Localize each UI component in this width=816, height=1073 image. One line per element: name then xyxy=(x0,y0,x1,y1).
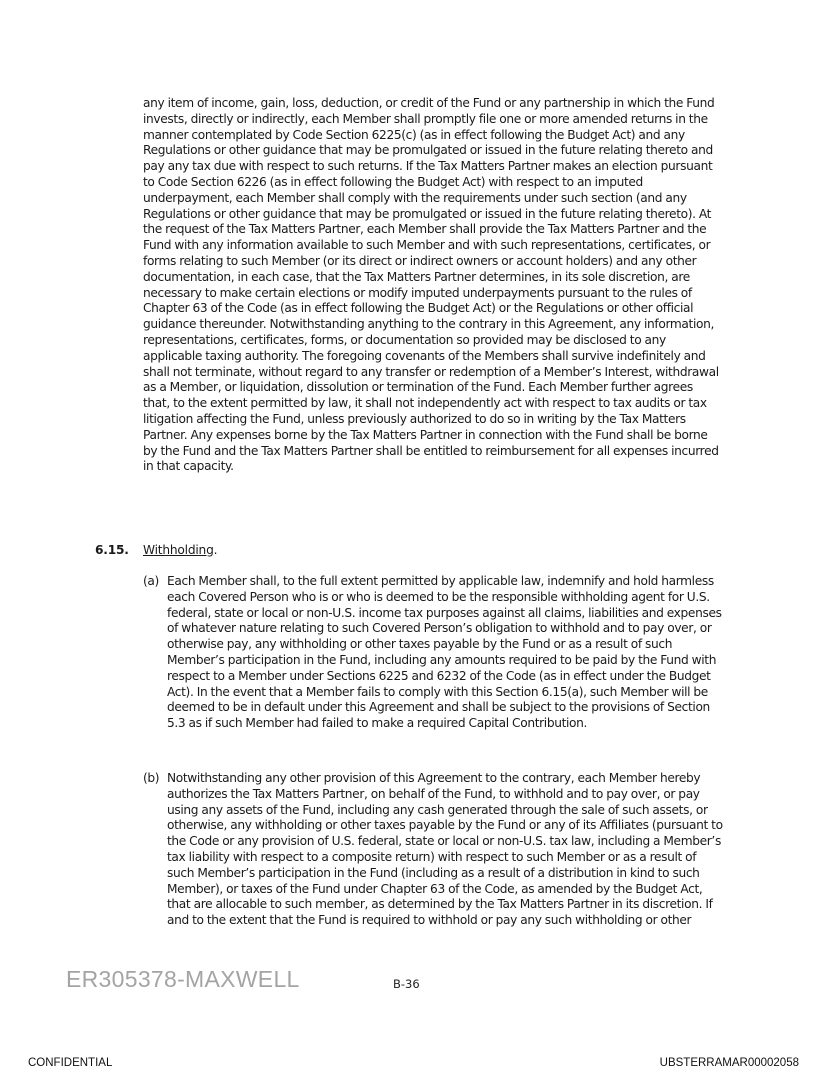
continuation-paragraph xyxy=(143,96,722,475)
section-number: 6.15. xyxy=(95,543,129,557)
continuation-paragraph-text: any item of income, gain, loss, deduction, or credit of the Fund or any partnership in which the Fund invests, directly or indirectly, each Member shall promptly file one or more amended returns in the manner contemplated by Code Section 6225(c) (as in effect following the Budget Act) and any Regulations or other guidance that may be promulgated or issued in the future relating thereto and pay any tax due with respect to such returns. If the Tax Matters Partner makes an election pursuant to Code Section 6226 (as in effect following the Budget Act) with respect to an imputed underpayment, each Member shall comply with the requirements under such section (and any Regulations or other guidance that may be promulgated or issued in the future relating thereto). At the request of the Tax Matters Partner, each Member shall provide the Tax Matters Partner and the Fund with any information available to such Member and with such representations, certificates, or forms relating to such Member (or its direct or indirect owners or account holders) and any other documentation, in each case, that the Tax Matters Partner determines, in its sole discretion, are necessary to make certain elections or modify imputed underpayments pursuant to the rules of Chapter 63 of the Code (as in effect following the Budget Act) or the Regulations or other official guidance thereunder. Notwithstanding anything to the contrary in this Agreement, any information, representations, certificates, forms, or documentation so provided may be disclosed to any applicable taxing authority. The foregoing covenants of the Members shall survive indefinitely and shall not terminate, without regard to any transfer or redemption of a Member’s Interest, withdrawal as a Member, or liquidation, dissolution or termination of the Fund. Each Member further agrees that, to the extent permitted by law, it shall not independently act with respect to tax audits or tax litigation affecting the Fund, unless previously authorized to do so in writing by the Tax Matters Partner. Any expenses borne by the Tax Matters Partner in connection with the Fund shall be borne by the Fund and the Tax Matters Partner shall be entitled to reimbursement for all expenses incurred in that capacity. xyxy=(143,96,719,474)
section-heading xyxy=(95,542,217,558)
subsection-label: (a) xyxy=(143,574,159,588)
bates-stamp: ER305378-MAXWELL xyxy=(66,966,300,992)
subsection-label: (b) xyxy=(143,771,160,785)
control-number: UBSTERRAMAR00002058 xyxy=(659,1057,799,1069)
subsection-text: Notwithstanding any other provision of this Agreement to the contrary, each Member hereby authorizes the Tax Matters Partner, on behalf of the Fund, to withhold and to pay over, or pay using any assets of the Fund, including any cash generated through the sale of such assets, or otherwise, any withholding or other taxes payable by the Fund or any of its Affiliates (pursuant to the Code or any provision of U.S. federal, state or local or non-U.S. tax law, including a Member’s tax liability with respect to a composite return) with respect to such Member or as a result of such Member’s participation in the Fund (including as a result of a distribution in kind to such Member), or taxes of the Fund under Chapter 63 of the Code, as amended by the Budget Act, that are allocable to such member, as determined by the Tax Matters Partner in its discretion. If and to the extent that the Fund is required to withhold or pay any such withholding or other xyxy=(167,771,723,928)
subsection-b xyxy=(143,771,723,929)
section-title-punctuation: . xyxy=(213,543,218,557)
page-number: B-36 xyxy=(393,977,420,991)
subsection-text: Each Member shall, to the full extent permitted by applicable law, indemnify and hold harmless each Covered Person who is or who is deemed to be the responsible withholding agent for U.S. federal, state or local or non-U.S. income tax purposes against all claims, liabilities and expenses of whatever nature relating to such Covered Person’s obligation to withhold and to pay over, or otherwise pay, any withholding or other taxes payable by the Fund or as a result of such Member’s participation in the Fund, including any amounts required to be paid by the Fund with respect to a Member under Sections 6225 and 6232 of the Code (as in effect under the Budget Act). In the event that a Member fails to comply with this Section 6.15(a), such Member will be deemed to be in default under this Agreement and shall be subject to the provisions of Section 5.3 as if such Member had failed to make a required Capital Contribution. xyxy=(167,574,722,731)
confidential-label: CONFIDENTIAL xyxy=(28,1057,113,1069)
section-title: Withholding xyxy=(143,543,214,557)
subsection-a xyxy=(143,574,723,732)
